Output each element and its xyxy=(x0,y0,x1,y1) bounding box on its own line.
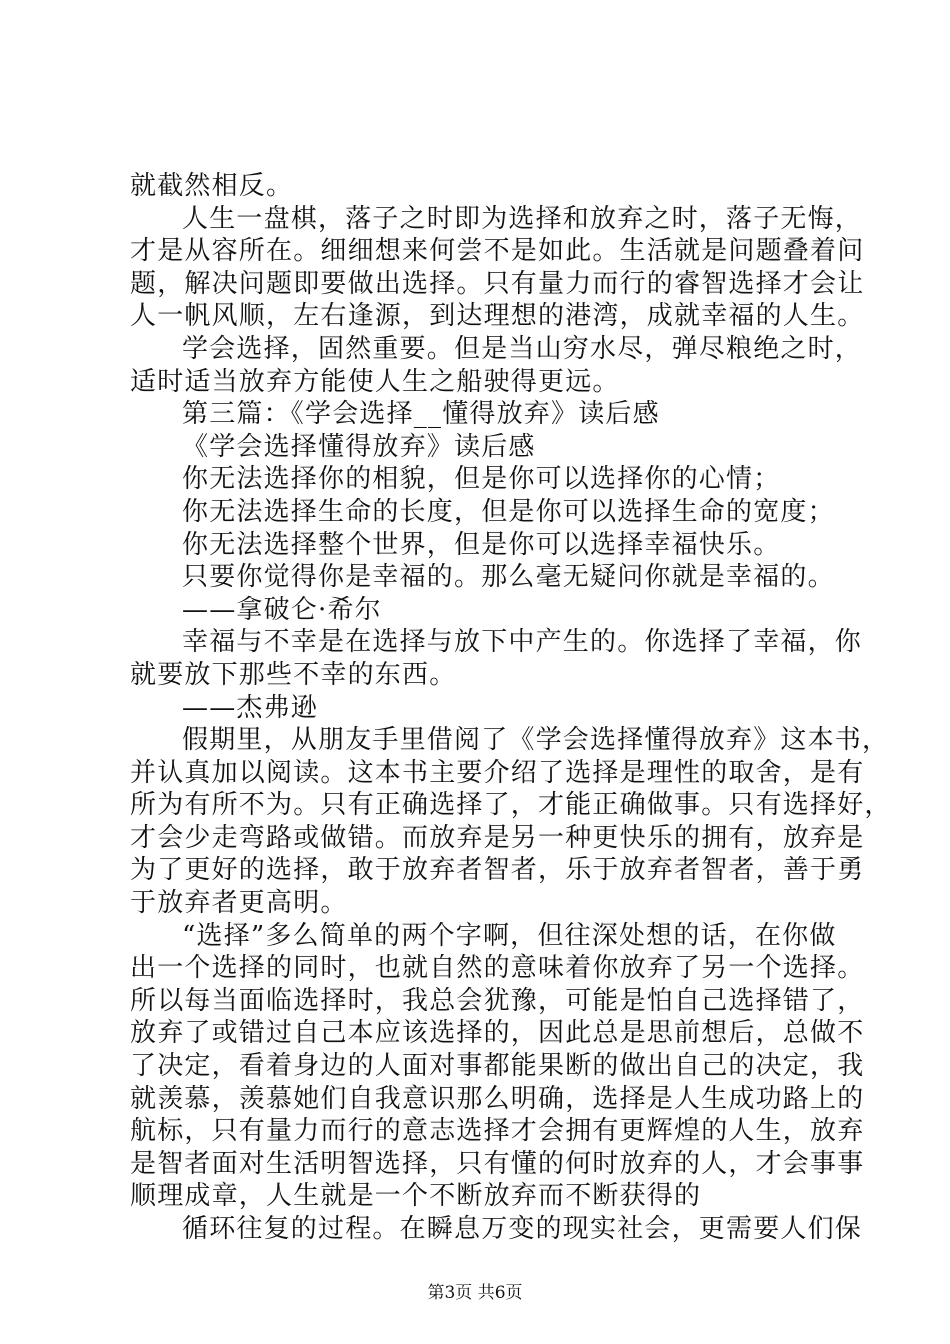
text-line: 《学会选择懂得放弃》读后感 xyxy=(182,431,536,462)
text-line: 幸福与不幸是在选择与放下中产生的。你选择了幸福，你 xyxy=(182,627,863,658)
text-line: 航标，只有量力而行的意志选择才会拥有更辉煌的人生，放弃 xyxy=(130,1116,865,1147)
text-line: 所以每当面临选择时，我总会犹豫，可能是怕自己选择错了， xyxy=(130,985,865,1016)
text-line: 题，解决问题即要做出选择。只有量力而行的睿智选择才会让 xyxy=(130,268,865,299)
text-line: 就羡慕，羡慕她们自我意识那么明确，选择是人生成功路上的 xyxy=(130,1083,865,1114)
text-line: 假期里，从朋友手里借阅了《学会选择懂得放弃》这本书， xyxy=(182,725,890,756)
text-line: 才是从容所在。细细想来何尝不是如此。生活就是问题叠着问 xyxy=(130,236,865,267)
text-line: “选择”多么简单的两个字啊，但往深处想的话，在你做 xyxy=(182,920,837,951)
text-line: 适时适当放弃方能使人生之船驶得更远。 xyxy=(130,366,620,397)
text-line: 是智者面对生活明智选择，只有懂的何时放弃的人，才会事事 xyxy=(130,1148,865,1179)
text-line: 学会选择，固然重要。但是当山穷水尽，弹尽粮绝之时， xyxy=(182,333,863,364)
text-line: 你无法选择整个世界，但是你可以选择幸福快乐。 xyxy=(182,529,781,560)
text-line: 第三篇：《学会选择__懂得放弃》读后感 xyxy=(182,399,660,430)
text-line: 就要放下那些不幸的东西。 xyxy=(130,659,457,690)
text-line: 才会少走弯路或做错。而放弃是另一种更快乐的拥有，放弃是 xyxy=(130,822,865,853)
text-line: 顺理成章，人生就是一个不断放弃而不断获得的 xyxy=(130,1181,702,1212)
text-line: 就截然相反。 xyxy=(130,171,294,201)
text-line: 你无法选择你的相貌，但是你可以选择你的心情； xyxy=(182,464,781,495)
page-footer: 第3页 共6页 xyxy=(427,1283,523,1303)
text-line: 出一个选择的同时，也就自然的意味着你放弃了另一个选择。 xyxy=(130,953,865,984)
text-line: 所为有所不为。只有正确选择了，才能正确做事。只有选择好， xyxy=(130,790,892,821)
text-line: 于放弃者更高明。 xyxy=(130,888,348,919)
text-line: 你无法选择生命的长度，但是你可以选择生命的宽度； xyxy=(182,496,835,527)
text-line: 人生一盘棋，落子之时即为选择和放弃之时，落子无悔， xyxy=(182,203,863,234)
body-text xyxy=(130,170,892,1246)
text-line: 并认真加以阅读。这本书主要介绍了选择是理性的取舍，是有 xyxy=(130,757,865,788)
text-line: 为了更好的选择，敢于放弃者智者，乐于放弃者智者，善于勇 xyxy=(130,855,865,886)
text-line: ——拿破仑·希尔 xyxy=(182,594,382,625)
text-line: 了决定，看着身边的人面对事都能果断的做出自己的决定，我 xyxy=(130,1051,865,1082)
text-line: 放弃了或错过自己本应该选择的，因此总是思前想后，总做不 xyxy=(130,1018,865,1049)
text-line: 循环往复的过程。在瞬息万变的现实社会，更需要人们保 xyxy=(182,1214,863,1244)
text-line: 只要你觉得你是幸福的。那么毫无疑问你就是幸福的。 xyxy=(182,562,835,593)
text-line: ——杰弗逊 xyxy=(182,692,319,723)
text-line: 人一帆风顺，左右逢源，到达理想的港湾，成就幸福的人生。 xyxy=(130,301,865,332)
